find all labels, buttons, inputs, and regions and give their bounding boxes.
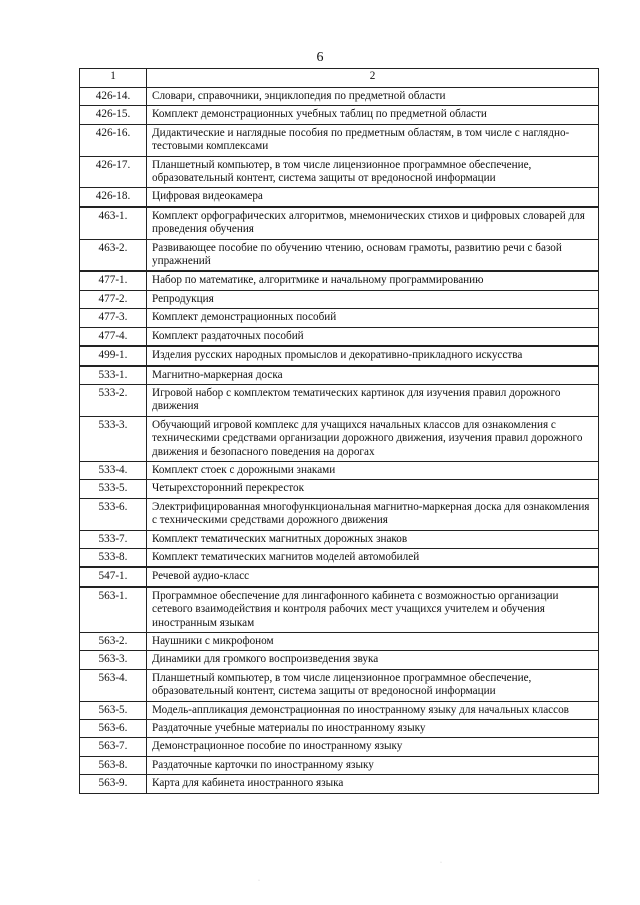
row-description: Раздаточные учебные материалы по иностранному языку: [147, 720, 599, 738]
table-row: [80, 156, 599, 188]
table-row: [80, 756, 599, 774]
page-number: 6: [316, 50, 324, 65]
row-code: 563-2.: [80, 633, 147, 651]
table-row: [80, 530, 599, 548]
row-description: Комплект демонстрационных пособий: [147, 309, 599, 327]
row-code: 563-9.: [80, 775, 147, 793]
table-row: [80, 188, 599, 207]
table-row: [80, 498, 599, 530]
table-row: [80, 366, 599, 385]
row-description: Планшетный компьютер, в том числе лицензионное программное обеспечение, образовательный контент, система защиты от вредоносной информации: [147, 669, 599, 701]
row-description: Карта для кабинета иностранного языка: [147, 775, 599, 793]
row-description: Магнитно-маркерная доска: [147, 366, 599, 385]
table-row: [80, 106, 599, 124]
row-description: Динамики для громкого воспроизведения звука: [147, 651, 599, 669]
table-row: [80, 548, 599, 567]
column-header-code: 1: [80, 69, 147, 88]
scan-speck: ·: [440, 860, 442, 866]
row-code: 563-4.: [80, 669, 147, 701]
row-description: Модель-аппликация демонстрационная по иностранному языку для начальных классов: [147, 701, 599, 719]
table-row: [80, 327, 599, 346]
row-code: 533-3.: [80, 416, 147, 461]
row-description: Программное обеспечение для лингафонного кабинета с возможностью организации сетевого взаимодействия и контроля рабочих мест учащихся учителем и обучения иностранным языкам: [147, 587, 599, 633]
row-code: 477-3.: [80, 309, 147, 327]
row-code: 533-7.: [80, 530, 147, 548]
row-description: Набор по математике, алгоритмике и начальному программированию: [147, 271, 599, 290]
row-code: 533-4.: [80, 461, 147, 479]
row-description: Электрифицированная многофункциональная магнитно-маркерная доска для ознакомления с техническими средствами дорожного движения: [147, 498, 599, 530]
row-description: Дидактические и наглядные пособия по предметным областям, в том числе с наглядно-тестовыми комплексами: [147, 124, 599, 156]
table-row: [80, 633, 599, 651]
row-description: Словари, справочники, энциклопедия по предметной области: [147, 88, 599, 106]
column-header-description: 2: [147, 69, 599, 88]
row-description: Четырехсторонний перекресток: [147, 480, 599, 498]
row-code: 563-7.: [80, 738, 147, 756]
row-description: Комплект раздаточных пособий: [147, 327, 599, 346]
row-description: Цифровая видеокамера: [147, 188, 599, 207]
table-row: [80, 207, 599, 239]
items-table: [79, 68, 599, 794]
row-code: 426-17.: [80, 156, 147, 188]
table-row: [80, 461, 599, 479]
row-description: Обучающий игровой комплекс для учащихся начальных классов для ознакомления с техническими средствами организации дорожного движения, изучения правил дорожного движения и безопасного поведения на дорогах: [147, 416, 599, 461]
row-description: Изделия русских народных промыслов и декоративно-прикладного искусства: [147, 346, 599, 365]
row-description: Комплект тематических магнитных дорожных знаков: [147, 530, 599, 548]
table-row: [80, 309, 599, 327]
table-row: [80, 480, 599, 498]
row-description: Комплект орфографических алгоритмов, мнемонических стихов и цифровых словарей для проведения обучения: [147, 207, 599, 239]
row-code: 463-2.: [80, 239, 147, 271]
row-description: Игровой набор с комплектом тематических картинок для изучения правил дорожного движения: [147, 384, 599, 416]
row-code: 477-2.: [80, 290, 147, 308]
row-code: 533-5.: [80, 480, 147, 498]
row-code: 533-8.: [80, 548, 147, 567]
row-code: 426-14.: [80, 88, 147, 106]
table-row: [80, 669, 599, 701]
row-description: Развивающее пособие по обучению чтению, основам грамоты, развитию речи с базой упражнений: [147, 239, 599, 271]
table-row: [80, 346, 599, 365]
row-code: 563-1.: [80, 587, 147, 633]
row-code: 426-15.: [80, 106, 147, 124]
row-code: 563-8.: [80, 756, 147, 774]
table-row: [80, 587, 599, 633]
scan-speck: ·: [258, 878, 260, 884]
row-code: 533-2.: [80, 384, 147, 416]
table-row: [80, 271, 599, 290]
table-row: [80, 738, 599, 756]
table-row: [80, 290, 599, 308]
row-code: 533-6.: [80, 498, 147, 530]
row-code: 563-3.: [80, 651, 147, 669]
row-code: 547-1.: [80, 567, 147, 586]
row-description: Комплект тематических магнитов моделей автомобилей: [147, 548, 599, 567]
row-code: 426-16.: [80, 124, 147, 156]
table-body: [80, 88, 599, 794]
table-row: [80, 88, 599, 106]
row-code: 499-1.: [80, 346, 147, 365]
row-description: Комплект стоек с дорожными знаками: [147, 461, 599, 479]
row-code: 563-6.: [80, 720, 147, 738]
row-description: Демонстрационное пособие по иностранному языку: [147, 738, 599, 756]
row-code: 533-1.: [80, 366, 147, 385]
table-row: [80, 775, 599, 793]
table-row: [80, 384, 599, 416]
row-description: Наушники с микрофоном: [147, 633, 599, 651]
row-description: Планшетный компьютер, в том числе лицензионное программное обеспечение, образовательный контент, система защиты от вредоносной информации: [147, 156, 599, 188]
row-code: 477-1.: [80, 271, 147, 290]
table-row: [80, 720, 599, 738]
row-description: Репродукция: [147, 290, 599, 308]
row-code: 477-4.: [80, 327, 147, 346]
row-code: 463-1.: [80, 207, 147, 239]
table-header-row: [80, 69, 599, 88]
table-row: [80, 416, 599, 461]
row-code: 563-5.: [80, 701, 147, 719]
row-description: Речевой аудио-класс: [147, 567, 599, 586]
table-row: [80, 651, 599, 669]
table-row: [80, 567, 599, 586]
table-row: [80, 239, 599, 271]
row-description: Раздаточные карточки по иностранному языку: [147, 756, 599, 774]
row-code: 426-18.: [80, 188, 147, 207]
table-row: [80, 124, 599, 156]
row-description: Комплект демонстрационных учебных таблиц по предметной области: [147, 106, 599, 124]
table-row: [80, 701, 599, 719]
